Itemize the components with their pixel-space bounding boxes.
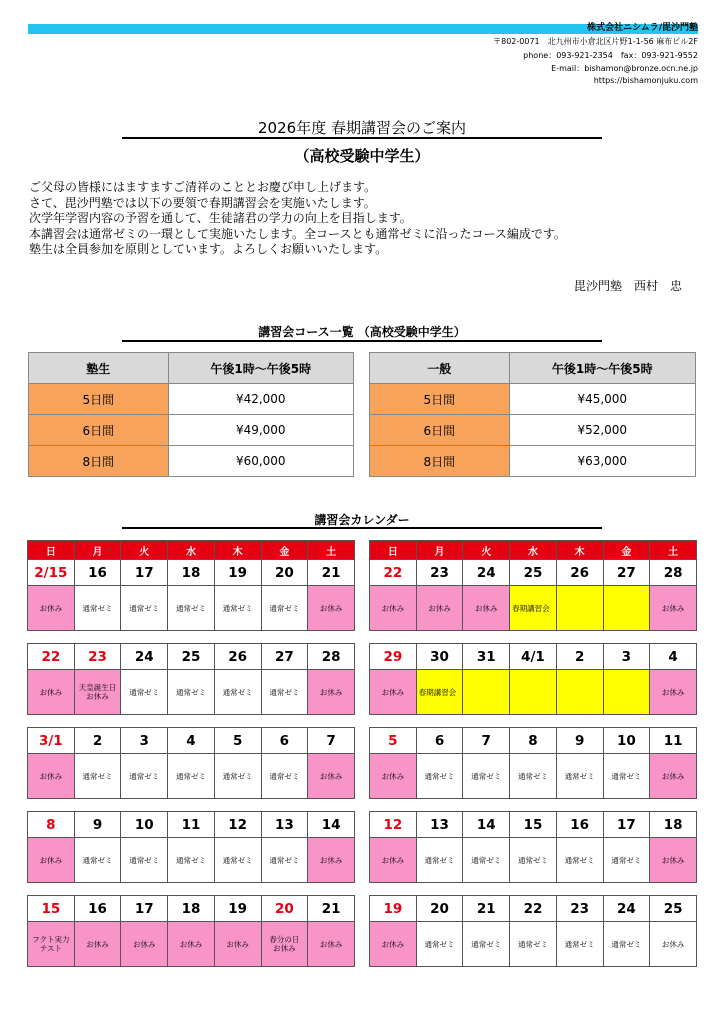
calendar-event: 通常ゼミ: [261, 838, 308, 883]
weekday-header: 木: [556, 541, 603, 560]
calendar-date: 4: [650, 644, 697, 670]
calendar-date: 29: [370, 644, 417, 670]
calendar-date: 2: [556, 644, 603, 670]
calendar-date: 21: [308, 560, 355, 586]
calendar-event: お休み: [308, 754, 355, 799]
weekday-header: 土: [308, 541, 355, 560]
calendar-event: お休み: [650, 754, 697, 799]
calendar-event: 春分の日 お休み: [261, 922, 308, 967]
calendar-event: お休み: [28, 586, 75, 631]
document-title: 2026年度 春期講習会のご案内: [258, 119, 466, 137]
calendar-date: 24: [121, 644, 168, 670]
calendar-date: 22: [370, 560, 417, 586]
course-section-title: 講習会コース一覧 （高校受験中学生）: [258, 325, 466, 339]
calendar-date: 16: [556, 812, 603, 838]
calendar-date: 22: [28, 644, 75, 670]
course-table-members: [28, 352, 354, 477]
calendar-date: 12: [214, 812, 261, 838]
course-days: 6日間: [29, 415, 169, 446]
calendar-date: 25: [168, 644, 215, 670]
course-table-general: [369, 352, 696, 477]
calendar-event: [603, 670, 650, 715]
intro-paragraph: [29, 180, 566, 258]
calendar-date: 17: [603, 812, 650, 838]
calendar-date: 10: [121, 812, 168, 838]
calendar-event: 通常ゼミ: [416, 838, 463, 883]
calendar-date: 4/1: [510, 644, 557, 670]
week-spacer: [370, 631, 697, 644]
calendar-event: 天皇誕生日 お休み: [74, 670, 121, 715]
weekday-header: 日: [370, 541, 417, 560]
weekday-header: 水: [510, 541, 557, 560]
week-spacer: [370, 715, 697, 728]
calendar-event: お休み: [370, 586, 417, 631]
calendar-date: 28: [308, 644, 355, 670]
calendar-event: フクト実力 テスト: [28, 922, 75, 967]
weekday-header: 金: [261, 541, 308, 560]
calendar-event: お休み: [416, 586, 463, 631]
calendar-event: お休み: [650, 922, 697, 967]
calendar-date: 30: [416, 644, 463, 670]
calendar-event: お休み: [650, 670, 697, 715]
calendar-event: お休み: [28, 754, 75, 799]
calendar-event: 通常ゼミ: [416, 922, 463, 967]
calendar-date: 24: [463, 560, 510, 586]
company-phone: phone：093-921-2354 fax：093-921-9552: [523, 51, 698, 60]
course-header-label: 一般: [370, 353, 510, 384]
calendar-event: お休み: [370, 922, 417, 967]
calendar-event: お休み: [28, 838, 75, 883]
calendar-event: 通常ゼミ: [168, 586, 215, 631]
calendar-event: 通常ゼミ: [214, 670, 261, 715]
calendar-february-march: [27, 540, 355, 967]
calendar-event: お休み: [650, 838, 697, 883]
calendar-date: 27: [603, 560, 650, 586]
calendar-date: 31: [463, 644, 510, 670]
calendar-date: 20: [261, 560, 308, 586]
calendar-event: 通常ゼミ: [214, 838, 261, 883]
calendar-event: 通常ゼミ: [261, 754, 308, 799]
calendar-date: 21: [308, 896, 355, 922]
calendar-event: お休み: [74, 922, 121, 967]
calendar-event: お休み: [370, 670, 417, 715]
weekday-header: 月: [74, 541, 121, 560]
course-days: 5日間: [29, 384, 169, 415]
calendar-date: 19: [214, 896, 261, 922]
course-header-time: 午後1時～午後5時: [509, 353, 695, 384]
calendar-event: 通常ゼミ: [168, 838, 215, 883]
course-days: 6日間: [370, 415, 510, 446]
calendar-event: お休み: [28, 670, 75, 715]
calendar-event: 通常ゼミ: [463, 922, 510, 967]
calendar-event: 通常ゼミ: [121, 586, 168, 631]
calendar-event: 春期講習会: [510, 586, 557, 631]
calendar-event: 通常ゼミ: [416, 754, 463, 799]
intro-line: 次学年学習内容の予習を通して、生徒諸君の学力の向上を目指します。: [29, 211, 412, 225]
week-spacer: [370, 799, 697, 812]
week-spacer: [28, 883, 355, 896]
calendar-date: 9: [556, 728, 603, 754]
calendar-date: 3/1: [28, 728, 75, 754]
calendar-event: 通常ゼミ: [74, 586, 121, 631]
course-price: ¥49,000: [168, 415, 353, 446]
signature: 毘沙門塾 西村 忠: [573, 279, 682, 293]
calendar-date: 20: [416, 896, 463, 922]
calendar-event: 通常ゼミ: [556, 922, 603, 967]
calendar-date: 23: [556, 896, 603, 922]
calendar-event: 春期講習会: [416, 670, 463, 715]
calendar-date: 26: [214, 644, 261, 670]
weekday-header: 土: [650, 541, 697, 560]
week-spacer: [370, 883, 697, 896]
calendar-date: 14: [463, 812, 510, 838]
calendar-date: 21: [463, 896, 510, 922]
calendar-date: 3: [603, 644, 650, 670]
company-name: 株式会社ニシムラ/毘沙門塾: [587, 23, 698, 33]
calendar-date: 15: [510, 812, 557, 838]
calendar-date: 23: [416, 560, 463, 586]
calendar-event: お休み: [308, 922, 355, 967]
course-price: ¥60,000: [168, 446, 353, 477]
calendar-date: 8: [28, 812, 75, 838]
calendar-date: 8: [510, 728, 557, 754]
calendar-event: 通常ゼミ: [74, 838, 121, 883]
calendar-date: 16: [74, 560, 121, 586]
calendar-date: 2/15: [28, 560, 75, 586]
calendar-event: 通常ゼミ: [510, 754, 557, 799]
calendar-event: 通常ゼミ: [510, 838, 557, 883]
calendar-date: 27: [261, 644, 308, 670]
calendar-event: [603, 586, 650, 631]
calendar-event: 通常ゼミ: [603, 754, 650, 799]
weekday-header: 日: [28, 541, 75, 560]
calendar-date: 18: [168, 896, 215, 922]
calendar-date: 5: [214, 728, 261, 754]
course-price: ¥63,000: [509, 446, 695, 477]
calendar-date: 17: [121, 560, 168, 586]
weekday-header: 金: [603, 541, 650, 560]
calendar-event: 通常ゼミ: [463, 754, 510, 799]
intro-line: 本講習会は通常ゼミの一環として実施いたします。全コースとも通常ゼミに沿ったコース編成です。: [29, 226, 566, 241]
calendar-event: お休み: [308, 586, 355, 631]
calendar-date: 2: [74, 728, 121, 754]
calendar-date: 9: [74, 812, 121, 838]
calendar-date: 11: [168, 812, 215, 838]
calendar-event: 通常ゼミ: [74, 754, 121, 799]
intro-line: 塾生は全員参加を原則としています。よろしくお願いいたします。: [29, 242, 388, 256]
course-section-rule: [122, 340, 602, 342]
calendar-event: [510, 670, 557, 715]
calendar-date: 7: [308, 728, 355, 754]
course-header-time: 午後1時～午後5時: [168, 353, 353, 384]
title-rule: [122, 137, 602, 139]
calendar-event: 通常ゼミ: [214, 586, 261, 631]
calendar-event: 通常ゼミ: [168, 670, 215, 715]
calendar-date: 4: [168, 728, 215, 754]
calendar-date: 26: [556, 560, 603, 586]
calendar-date: 24: [603, 896, 650, 922]
calendar-section-title: 講習会カレンダー: [314, 513, 410, 527]
calendar-event: [556, 670, 603, 715]
calendar-event: 通常ゼミ: [603, 838, 650, 883]
company-url[interactable]: https://bishamonjuku.com: [593, 76, 698, 85]
calendar-date: 6: [261, 728, 308, 754]
calendar-event: お休み: [308, 838, 355, 883]
weekday-header: 火: [121, 541, 168, 560]
calendar-event: お休み: [370, 754, 417, 799]
calendar-event: 通常ゼミ: [556, 754, 603, 799]
calendar-event: 通常ゼミ: [261, 670, 308, 715]
calendar-date: 28: [650, 560, 697, 586]
calendar-date: 19: [214, 560, 261, 586]
week-spacer: [28, 715, 355, 728]
company-email: E-mail：bishamon@bronze.ocn.ne.jp: [551, 64, 698, 73]
calendar-event: [463, 670, 510, 715]
calendar-event: お休み: [650, 586, 697, 631]
calendar-date: 3: [121, 728, 168, 754]
weekday-header: 月: [416, 541, 463, 560]
course-price: ¥52,000: [509, 415, 695, 446]
weekday-header: 火: [463, 541, 510, 560]
calendar-event: お休み: [168, 922, 215, 967]
calendar-date: 17: [121, 896, 168, 922]
course-price: ¥45,000: [509, 384, 695, 415]
calendar-event: 通常ゼミ: [510, 922, 557, 967]
weekday-header: 木: [214, 541, 261, 560]
calendar-section-rule: [122, 527, 602, 529]
course-days: 8日間: [370, 446, 510, 477]
calendar-event: 通常ゼミ: [603, 922, 650, 967]
calendar-date: 5: [370, 728, 417, 754]
calendar-event: お休み: [121, 922, 168, 967]
calendar-date: 10: [603, 728, 650, 754]
week-spacer: [28, 799, 355, 812]
calendar-date: 13: [261, 812, 308, 838]
calendar-event: 通常ゼミ: [261, 586, 308, 631]
course-header-label: 塾生: [29, 353, 169, 384]
course-price: ¥42,000: [168, 384, 353, 415]
document-subtitle: （高校受験中学生）: [294, 147, 430, 165]
calendar-date: 7: [463, 728, 510, 754]
calendar-date: 18: [168, 560, 215, 586]
calendar-event: 通常ゼミ: [556, 838, 603, 883]
calendar-date: 16: [74, 896, 121, 922]
calendar-event: お休み: [463, 586, 510, 631]
course-days: 8日間: [29, 446, 169, 477]
calendar-date: 15: [28, 896, 75, 922]
weekday-header: 水: [168, 541, 215, 560]
calendar-event: お休み: [214, 922, 261, 967]
calendar-date: 20: [261, 896, 308, 922]
calendar-event: 通常ゼミ: [214, 754, 261, 799]
calendar-date: 11: [650, 728, 697, 754]
calendar-date: 18: [650, 812, 697, 838]
calendar-event: 通常ゼミ: [168, 754, 215, 799]
calendar-event: お休み: [370, 838, 417, 883]
calendar-date: 14: [308, 812, 355, 838]
calendar-event: 通常ゼミ: [121, 670, 168, 715]
calendar-date: 12: [370, 812, 417, 838]
calendar-event: 通常ゼミ: [121, 838, 168, 883]
course-days: 5日間: [370, 384, 510, 415]
calendar-event: 通常ゼミ: [121, 754, 168, 799]
calendar-event: 通常ゼミ: [463, 838, 510, 883]
calendar-date: 25: [650, 896, 697, 922]
calendar-march-april: [369, 540, 697, 967]
calendar-date: 25: [510, 560, 557, 586]
calendar-date: 19: [370, 896, 417, 922]
calendar-date: 6: [416, 728, 463, 754]
calendar-date: 13: [416, 812, 463, 838]
week-spacer: [28, 631, 355, 644]
calendar-event: [556, 586, 603, 631]
calendar-date: 22: [510, 896, 557, 922]
calendar-date: 23: [74, 644, 121, 670]
intro-line: ご父母の皆様にはますますご清祥のこととお慶び申し上げます。: [29, 180, 377, 194]
calendar-event: お休み: [308, 670, 355, 715]
intro-line: さて、毘沙門塾では以下の要領で春期講習会を実施いたします。: [29, 195, 376, 210]
company-address: 〒802-0071 北九州市小倉北区片野1-1-56 麻布ビル2F: [493, 37, 698, 46]
